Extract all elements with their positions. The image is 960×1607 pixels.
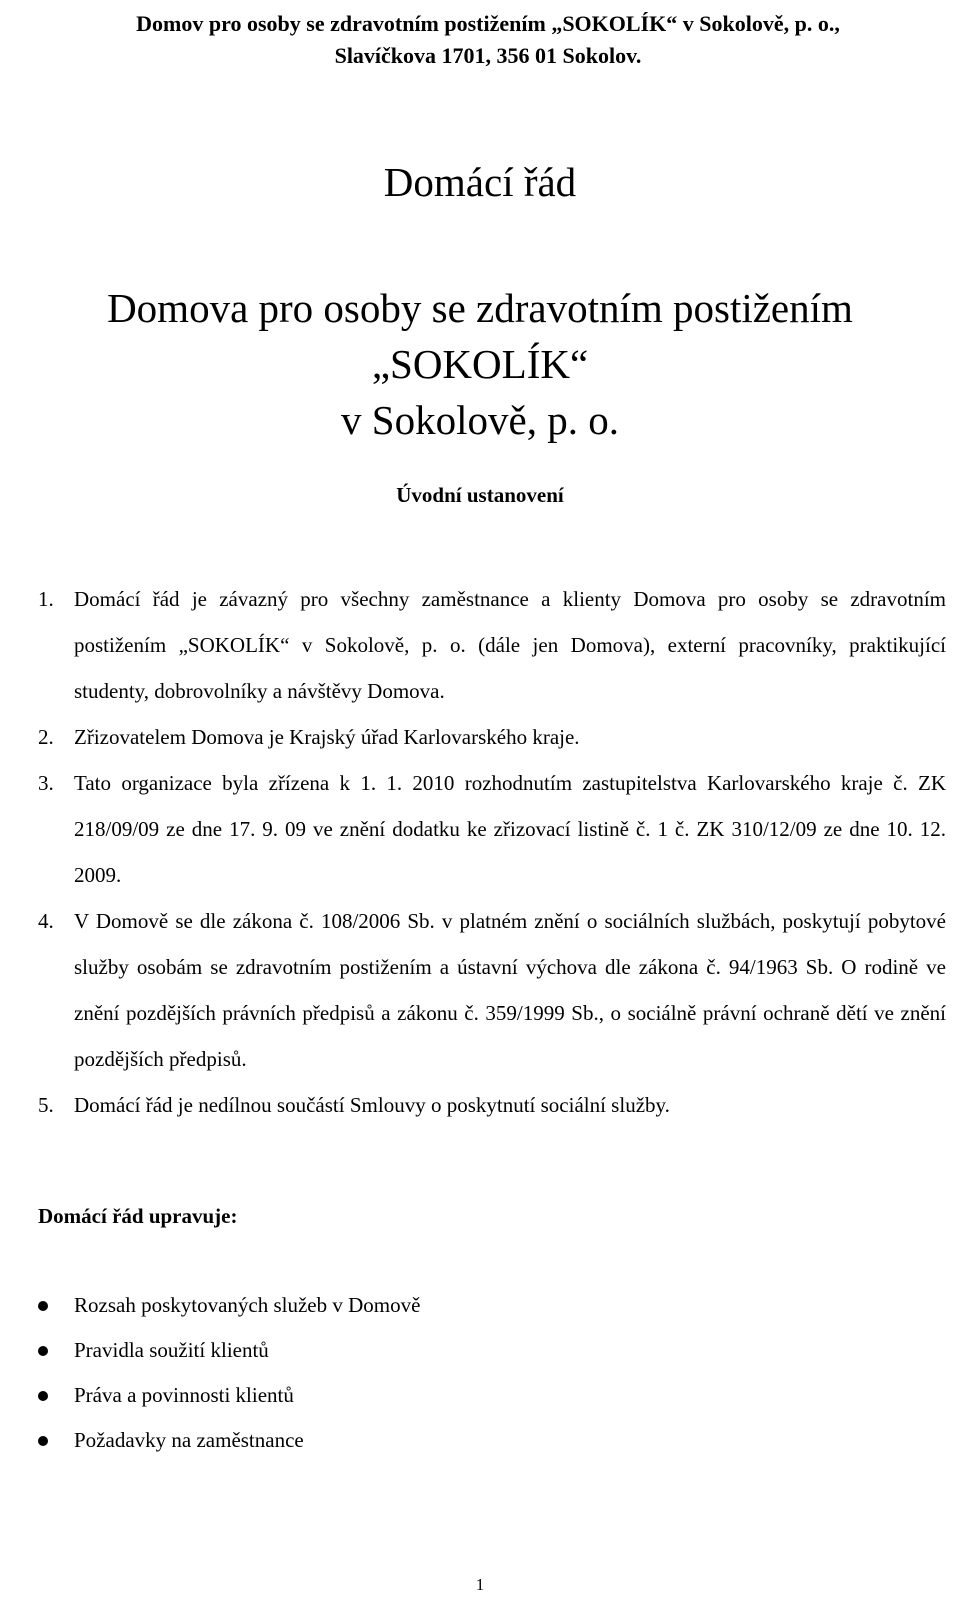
list-item-text: Tato organizace byla zřízena k 1. 1. 2010 rozhodnutím zastupitelstva Karlovarského kraje č. ZK 218/09/09 ze dne 17. 9. 09 ve znění dodatku ke zřizovací listině č. 1 č. ZK 310/12/09 ze dne 10. 12. 2009.: [74, 771, 946, 887]
list-item-text: V Domově se dle zákona č. 108/2006 Sb. v platném znění o sociálních službách, poskytují pobytové služby osobám se zdravotním postižením a ústavní výchova dle zákona č. 94/1963 Sb. O rodině ve znění pozdějších právních předpisů a zákonu č. 359/1999 Sb., o sociálně právní ochraně dětí ve znění pozdějších předpisů.: [74, 909, 946, 1071]
scope-bullet-list: [38, 1283, 420, 1463]
bullet-icon: [38, 1346, 48, 1356]
bullet-item-text: Rozsah poskytovaných služeb v Domově: [74, 1293, 421, 1317]
bullet-icon: [38, 1436, 48, 1446]
header-line-1: Domov pro osoby se zdravotním postižením „SOKOLÍK“ v Sokolově, p. o.,: [136, 11, 840, 36]
list-item-number: 2.: [38, 725, 54, 749]
list-item: [38, 760, 946, 898]
intro-numbered-list: [38, 576, 946, 1128]
bullet-item: [38, 1283, 420, 1328]
organization-title-line-1: Domova pro osoby se zdravotním postižením „SOKOLÍK“: [107, 285, 853, 387]
list-item: [38, 714, 946, 760]
header-line-2: Slavíčkova 1701, 356 01 Sokolov.: [334, 43, 642, 68]
bullet-item-text: Pravidla soužití klientů: [74, 1338, 269, 1362]
page-number: 1: [475, 1575, 485, 1594]
bullet-item: [38, 1373, 420, 1418]
bullet-item-text: Požadavky na zaměstnance: [74, 1428, 304, 1452]
intro-heading: Úvodní ustanovení: [396, 483, 564, 507]
list-item-text: Zřizovatelem Domova je Krajský úřad Karlovarského kraje.: [74, 725, 580, 749]
list-item: [38, 576, 946, 714]
document-title: Domácí řád: [383, 159, 577, 205]
bullet-item: [38, 1418, 420, 1463]
bullet-icon: [38, 1391, 48, 1401]
list-item-number: 3.: [38, 771, 54, 795]
list-item-number: 5.: [38, 1093, 54, 1117]
list-item-text: Domácí řád je závazný pro všechny zaměstnance a klienty Domova pro osoby se zdravotním postižením „SOKOLÍK“ v Sokolově, p. o. (dále jen Domova), externí pracovníky, praktikující studenty, dobrovolníky a návštěvy Domova.: [74, 587, 946, 703]
document-header: [78, 8, 898, 72]
list-item-number: 4.: [38, 909, 54, 933]
list-item-number: 1.: [38, 587, 54, 611]
scope-heading: Domácí řád upravuje:: [38, 1204, 238, 1228]
organization-title: [0, 280, 960, 448]
list-item: [38, 898, 946, 1082]
bullet-icon: [38, 1301, 48, 1311]
list-item: [38, 1082, 946, 1128]
bullet-item: [38, 1328, 420, 1373]
organization-title-line-2: v Sokolově, p. o.: [341, 397, 619, 443]
list-item-text: Domácí řád je nedílnou součástí Smlouvy o poskytnutí sociální služby.: [74, 1093, 670, 1117]
bullet-item-text: Práva a povinnosti klientů: [74, 1383, 294, 1407]
